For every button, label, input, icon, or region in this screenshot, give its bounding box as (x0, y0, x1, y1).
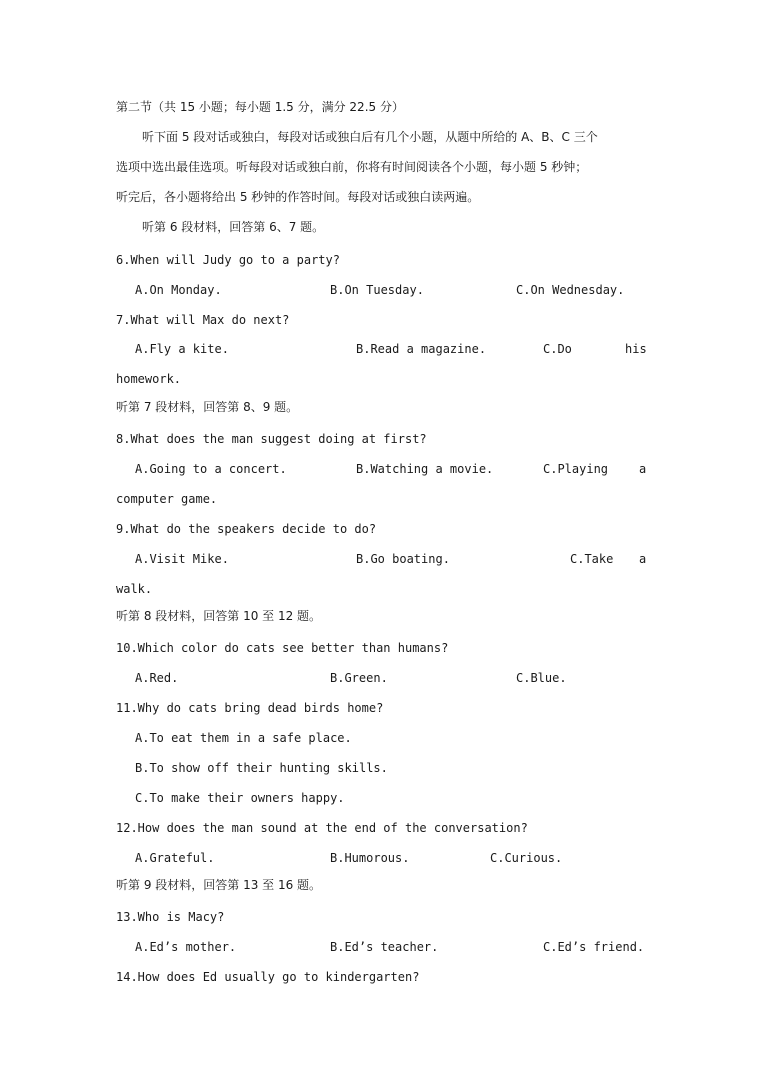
instruction-line-2: 选项中选出最佳选项。听每段对话或独白前，你将有时间阅读各个小题，每小题 5 秒钟； (116, 160, 588, 174)
option-b: B.Green. (330, 671, 388, 685)
question-stem: 11.Why do cats bring dead birds home? (116, 701, 384, 715)
option-c-wrap: computer game. (116, 492, 218, 506)
section-heading: 第二节（共 15 小题；每小题 1.5 分，满分 22.5 分） (116, 100, 404, 114)
option-b: B.Go boating. (356, 552, 450, 566)
option-b: B.On Tuesday. (330, 283, 424, 297)
question-stem: 7.What will Max do next? (116, 313, 290, 327)
option-a: A.On Monday. (135, 283, 222, 297)
instruction-line-3: 听完后，各小题将给出 5 秒钟的作答时间。每段对话或独白读两遍。 (116, 190, 480, 204)
option-c-cont: a (639, 462, 647, 476)
option-c-wrap: homework. (116, 372, 182, 386)
option-a: A.Going to a concert. (135, 462, 287, 476)
option-c: C.Take (570, 552, 614, 566)
question-stem: 13.Who is Macy? (116, 910, 225, 924)
question-stem: 9.What do the speakers decide to do? (116, 522, 377, 536)
question-stem: 6.When will Judy go to a party? (116, 253, 340, 267)
option-c: C.To make their owners happy. (135, 791, 345, 805)
option-b: B.To show off their hunting skills. (135, 761, 388, 775)
question-stem: 14.How does Ed usually go to kindergarten? (116, 970, 420, 984)
option-b: B.Humorous. (330, 851, 410, 865)
group-intro: 听第 8 段材料，回答第 10 至 12 题。 (116, 609, 322, 623)
option-b: B.Read a magazine. (356, 342, 487, 356)
group-intro: 听第 9 段材料，回答第 13 至 16 题。 (116, 878, 322, 892)
option-a: A.Ed’s mother. (135, 940, 237, 954)
question-stem: 10.Which color do cats see better than humans? (116, 641, 449, 655)
option-c-cont: his (625, 342, 647, 356)
option-a: A.Fly a kite. (135, 342, 229, 356)
option-c: C.Curious. (490, 851, 563, 865)
question-stem: 8.What does the man suggest doing at first? (116, 432, 427, 446)
group-intro: 听第 6 段材料，回答第 6、7 题。 (142, 220, 325, 234)
option-b: B.Ed’s teacher. (330, 940, 439, 954)
option-c: C.On Wednesday. (516, 283, 625, 297)
option-c: C.Playing (543, 462, 609, 476)
option-a: A.Grateful. (135, 851, 215, 865)
option-c: C.Do (543, 342, 572, 356)
option-c-cont: a (639, 552, 647, 566)
option-a: A.To eat them in a safe place. (135, 731, 352, 745)
option-c: C.Ed’s friend. (543, 940, 645, 954)
option-a: A.Red. (135, 671, 179, 685)
question-stem: 12.How does the man sound at the end of the conversation? (116, 821, 528, 835)
instruction-line-1: 听下面 5 段对话或独白，每段对话或独白后有几个小题，从题中所给的 A、B、C 三个 (142, 130, 598, 144)
option-b: B.Watching a movie. (356, 462, 494, 476)
option-c: C.Blue. (516, 671, 567, 685)
option-c-wrap: walk. (116, 582, 153, 596)
group-intro: 听第 7 段材料，回答第 8、9 题。 (116, 400, 299, 414)
option-a: A.Visit Mike. (135, 552, 229, 566)
